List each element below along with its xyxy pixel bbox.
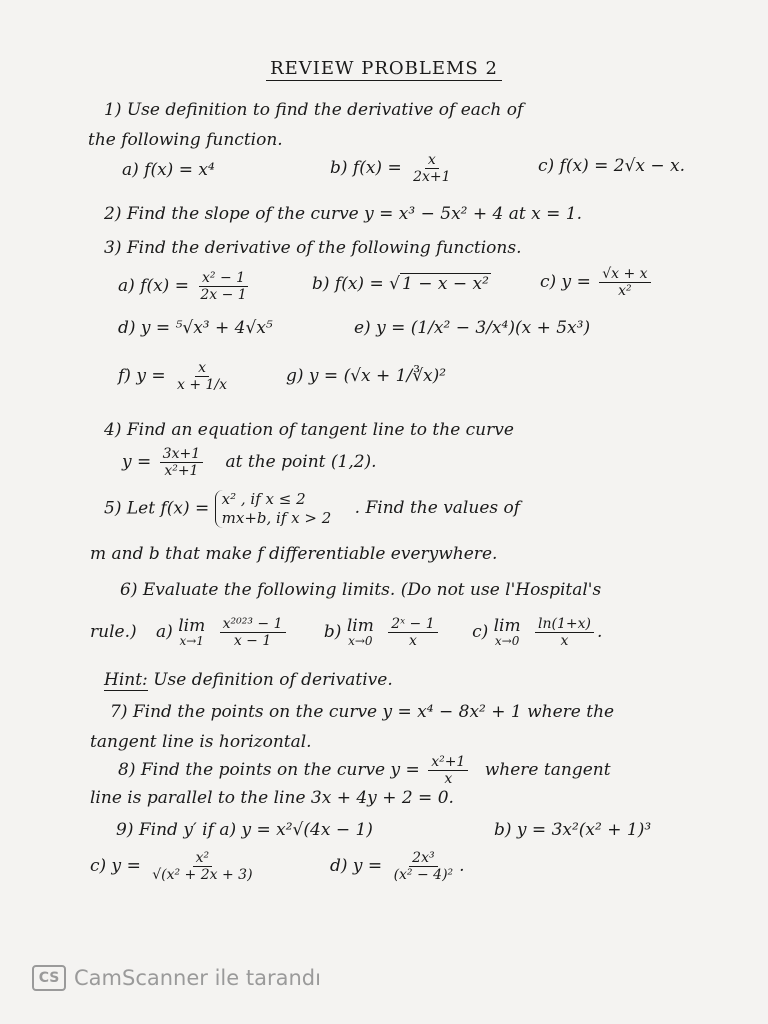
page-title: REVIEW PROBLEMS 2 bbox=[0, 58, 768, 79]
camscanner-logo-icon: CS bbox=[32, 965, 66, 991]
problem-9d: d) y = $\frac{\text{2x³}}{\text{(x² − 4)²}}$ . bbox=[330, 850, 465, 884]
problem-3g: g) y = (√x + 1/∛x)² bbox=[286, 366, 447, 386]
problem-1a: a) f(x) = x⁴ bbox=[122, 160, 215, 180]
problem-5-line-2: m and b that make f differentiable everywhere. bbox=[90, 544, 498, 564]
problem-1-line-2: the following function. bbox=[88, 130, 283, 150]
problem-3c: c) y = $\frac{√x + x}{\text{x²}}$ bbox=[540, 266, 654, 299]
piecewise-brace: x² , if x ≤ 2 mx+b, if x > 2 bbox=[215, 490, 332, 528]
problem-7-line-2: tangent line is horizontal. bbox=[90, 732, 312, 752]
problem-3-heading: 3) Find the derivative of the following functions. bbox=[104, 238, 522, 258]
problem-8-line-1: 8) Find the points on the curve y = $\frac{\text{x²+1}}{x}$ where tangent bbox=[118, 754, 611, 788]
problem-4-line-1: 4) Find an equation of tangent line to the curve bbox=[104, 420, 514, 440]
problem-4-line-2: y = $\frac{3x+1}{\text{x²+1}}$ at the point (1,2). bbox=[122, 446, 377, 480]
problem-3d: d) y = ⁵√x³ + 4√x⁵ bbox=[118, 318, 273, 338]
problem-9-heading: 9) Find y′ if a) y = x²√(4x − 1) bbox=[116, 820, 373, 840]
problem-3a: a) f(x) = $\frac{\text{x² − 1}}{2x - 1}$ bbox=[118, 270, 247, 304]
problem-6-line-2: rule.) a) lim x→1 $\frac{\text{x²⁰²³ − 1}}{x - 1}$ b) lim x→0 $\frac{\text{2ˣ − 1}}{x}$ c) lim x→0 $\frac{\ln(1+x)}{x}$ . bbox=[90, 615, 603, 650]
camscanner-watermark bbox=[32, 965, 321, 991]
watermark-text: CamScanner ile tarandı bbox=[74, 966, 321, 990]
problem-7-line-1: 7) Find the points on the curve y = x⁴ − 8x² + 1 where the bbox=[110, 702, 615, 722]
problem-2: 2) Find the slope of the curve y = x³ − 5x² + 4 at x = 1. bbox=[104, 204, 582, 224]
problem-8-line-2: line is parallel to the line 3x + 4y + 2 = 0. bbox=[90, 788, 454, 808]
problem-9b: b) y = 3x²(x² + 1)³ bbox=[494, 820, 652, 840]
problem-6-line-1: 6) Evaluate the following limits. (Do not use l'Hospital's bbox=[120, 580, 602, 600]
problem-1c: c) f(x) = 2√x − x. bbox=[538, 156, 686, 176]
problem-3f: f) y = $\frac{x}{x + 1/x}$ bbox=[118, 360, 228, 394]
problem-1-line-1: 1) Use definition to find the derivative of each of bbox=[104, 100, 524, 120]
problem-9c: c) y = $\frac{\text{x²}}{\text{√(x² + 2x + 3)}}$ bbox=[90, 850, 253, 884]
hint: Hint: Use definition of derivative. bbox=[104, 670, 393, 690]
problem-3b: b) f(x) = √ 1 − x − x² bbox=[312, 274, 489, 294]
problem-5-line-1: 5) Let f(x) = x² , if x ≤ 2 mx+b, if x > 2 . Find the values of bbox=[104, 490, 521, 527]
problem-3e: e) y = (1/x² − 3/x⁴)(x + 5x³) bbox=[354, 318, 591, 338]
problem-1b: b) f(x) = $\frac{x}{2x+1}$ bbox=[330, 152, 451, 186]
